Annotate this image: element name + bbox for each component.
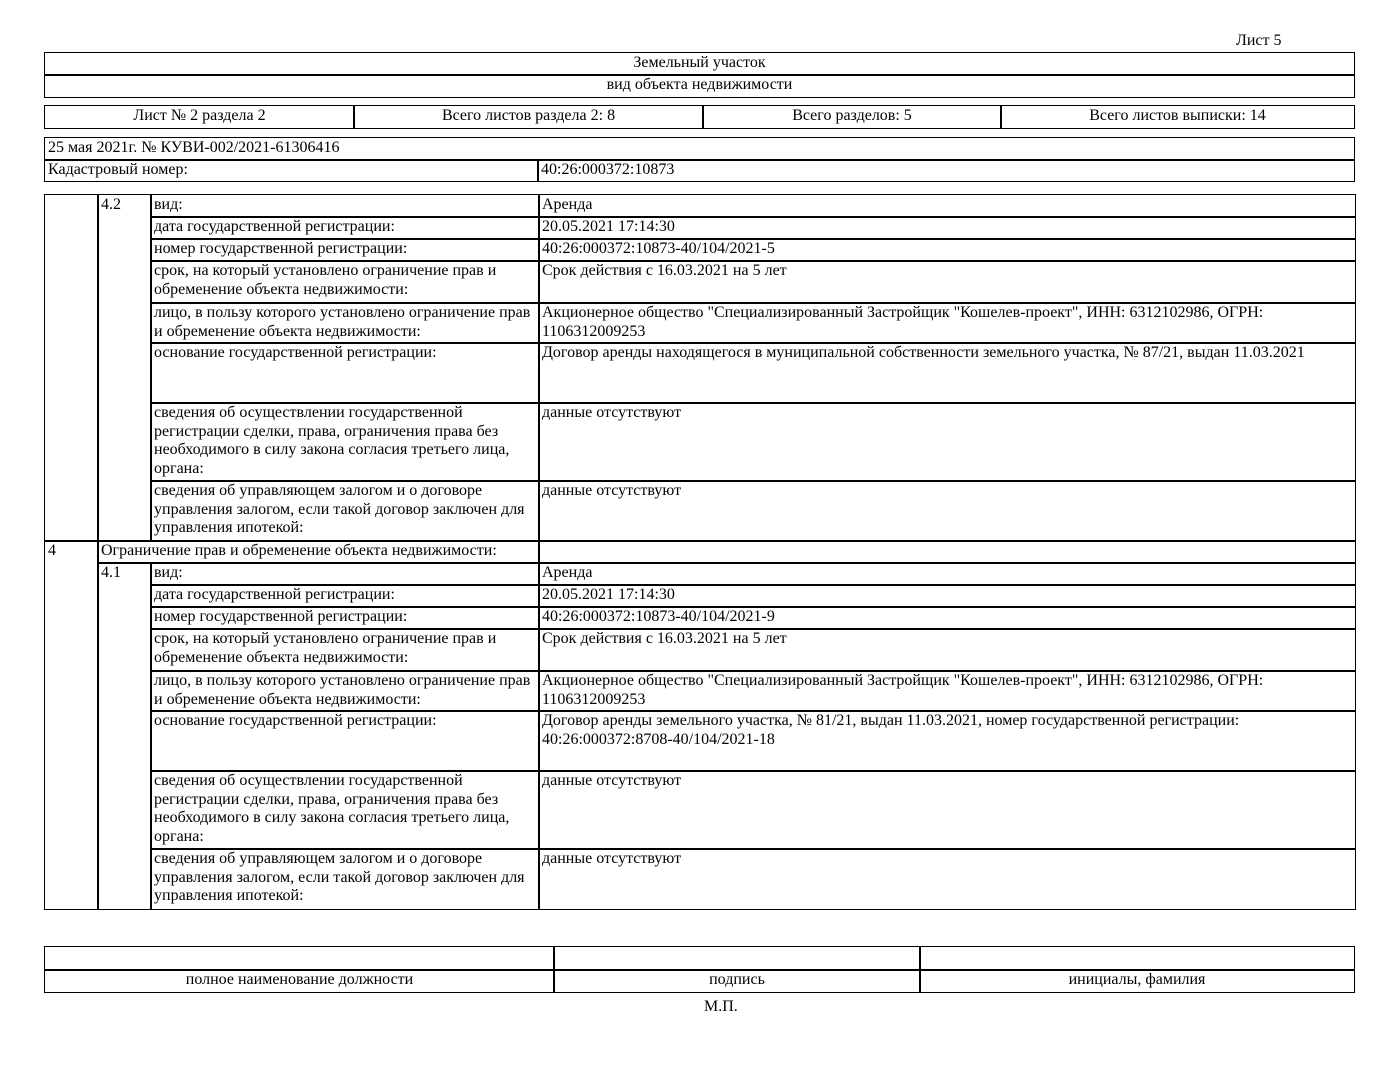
row-value: 40:26:000372:10873-40/104/2021-5 xyxy=(538,238,1356,262)
row-label: лицо, в пользу которого установлено ограничение прав и обременение объекта недвижимости: xyxy=(150,670,540,712)
row-value: данные отсутствуют xyxy=(538,402,1356,482)
row-label: сведения об осуществлении государственной регистрации сделки, права, ограничения права без необходимого в силу закона согласия третьего лица, органа: xyxy=(150,402,540,482)
position-field xyxy=(44,946,555,971)
row-value: Срок действия с 16.03.2021 на 5 лет xyxy=(538,260,1356,304)
row-label: сведения об управляющем залогом и о договоре управления залогом, если такой договор заключен для управления ипотекой: xyxy=(150,848,540,910)
row-value: Аренда xyxy=(538,194,1356,218)
section-number-continued xyxy=(44,194,99,542)
row-value: 40:26:000372:10873-40/104/2021-9 xyxy=(538,606,1356,630)
section-title-value xyxy=(538,540,1356,564)
row-label: сведения об осуществлении государственной регистрации сделки, права, ограничения права без необходимого в силу закона согласия третьего лица, органа: xyxy=(150,770,540,850)
row-label: срок, на который установлено ограничение прав и обременение объекта недвижимости: xyxy=(150,260,540,304)
row-label: лицо, в пользу которого установлено ограничение прав и обременение объекта недвижимости: xyxy=(150,302,540,344)
row-label: дата государственной регистрации: xyxy=(150,584,540,608)
extract-date-number: 25 мая 2021г. № КУВИ-002/2021-61306416 xyxy=(44,137,1355,161)
entry-number: 4.1 xyxy=(97,562,152,910)
row-value: Акционерное общество "Специализированный Застройщик "Кошелев-проект", ИНН: 6312102986, ОГРН: 1106312009253 xyxy=(538,302,1356,344)
object-type-caption: вид объекта недвижимости xyxy=(44,74,1355,98)
row-label: дата государственной регистрации: xyxy=(150,216,540,240)
row-label: вид: xyxy=(150,562,540,586)
section-number: 4 xyxy=(44,540,99,910)
name-field xyxy=(919,946,1355,971)
total-sheets-extract: Всего листов выписки: 14 xyxy=(1000,105,1355,129)
row-label: основание государственной регистрации: xyxy=(150,342,540,404)
sheet-label: Лист 5 xyxy=(1236,32,1282,49)
total-sections: Всего разделов: 5 xyxy=(702,105,1002,129)
row-value: Срок действия с 16.03.2021 на 5 лет xyxy=(538,628,1356,672)
row-label: вид: xyxy=(150,194,540,218)
section-title: Ограничение прав и обременение объекта недвижимости: xyxy=(97,540,540,564)
row-value: Договор аренды находящегося в муниципальной собственности земельного участка, № 87/21, выдан 11.03.2021 xyxy=(538,342,1356,404)
row-value: 20.05.2021 17:14:30 xyxy=(538,584,1356,608)
signature-field xyxy=(553,946,921,971)
row-value: Договор аренды земельного участка, № 81/21, выдан 11.03.2021, номер государственной регистрации: 40:26:000372:8708-40/104/2021-18 xyxy=(538,710,1356,772)
row-label: сведения об управляющем залогом и о договоре управления залогом, если такой договор заключен для управления ипотекой: xyxy=(150,480,540,542)
row-value: данные отсутствуют xyxy=(538,770,1356,850)
cadastral-label: Кадастровый номер: xyxy=(44,159,539,182)
name-caption: инициалы, фамилия xyxy=(919,969,1355,993)
row-value: данные отсутствуют xyxy=(538,480,1356,542)
signature-caption: подпись xyxy=(553,969,921,993)
row-label: номер государственной регистрации: xyxy=(150,606,540,630)
total-sheets-section: Всего листов раздела 2: 8 xyxy=(353,105,704,129)
row-label: номер государственной регистрации: xyxy=(150,238,540,262)
row-value: Аренда xyxy=(538,562,1356,586)
row-value: данные отсутствуют xyxy=(538,848,1356,910)
row-label: срок, на который установлено ограничение прав и обременение объекта недвижимости: xyxy=(150,628,540,672)
sheet-of-section: Лист № 2 раздела 2 xyxy=(44,105,355,129)
row-label: основание государственной регистрации: xyxy=(150,710,540,772)
row-value: Акционерное общество "Специализированный Застройщик "Кошелев-проект", ИНН: 6312102986, ОГРН: 1106312009253 xyxy=(538,670,1356,712)
position-caption: полное наименование должности xyxy=(44,969,555,993)
entry-number: 4.2 xyxy=(97,194,152,542)
object-type: Земельный участок xyxy=(44,52,1355,76)
cadastral-value: 40:26:000372:10873 xyxy=(537,159,1355,182)
stamp-mark: М.П. xyxy=(704,998,738,1015)
row-value: 20.05.2021 17:14:30 xyxy=(538,216,1356,240)
